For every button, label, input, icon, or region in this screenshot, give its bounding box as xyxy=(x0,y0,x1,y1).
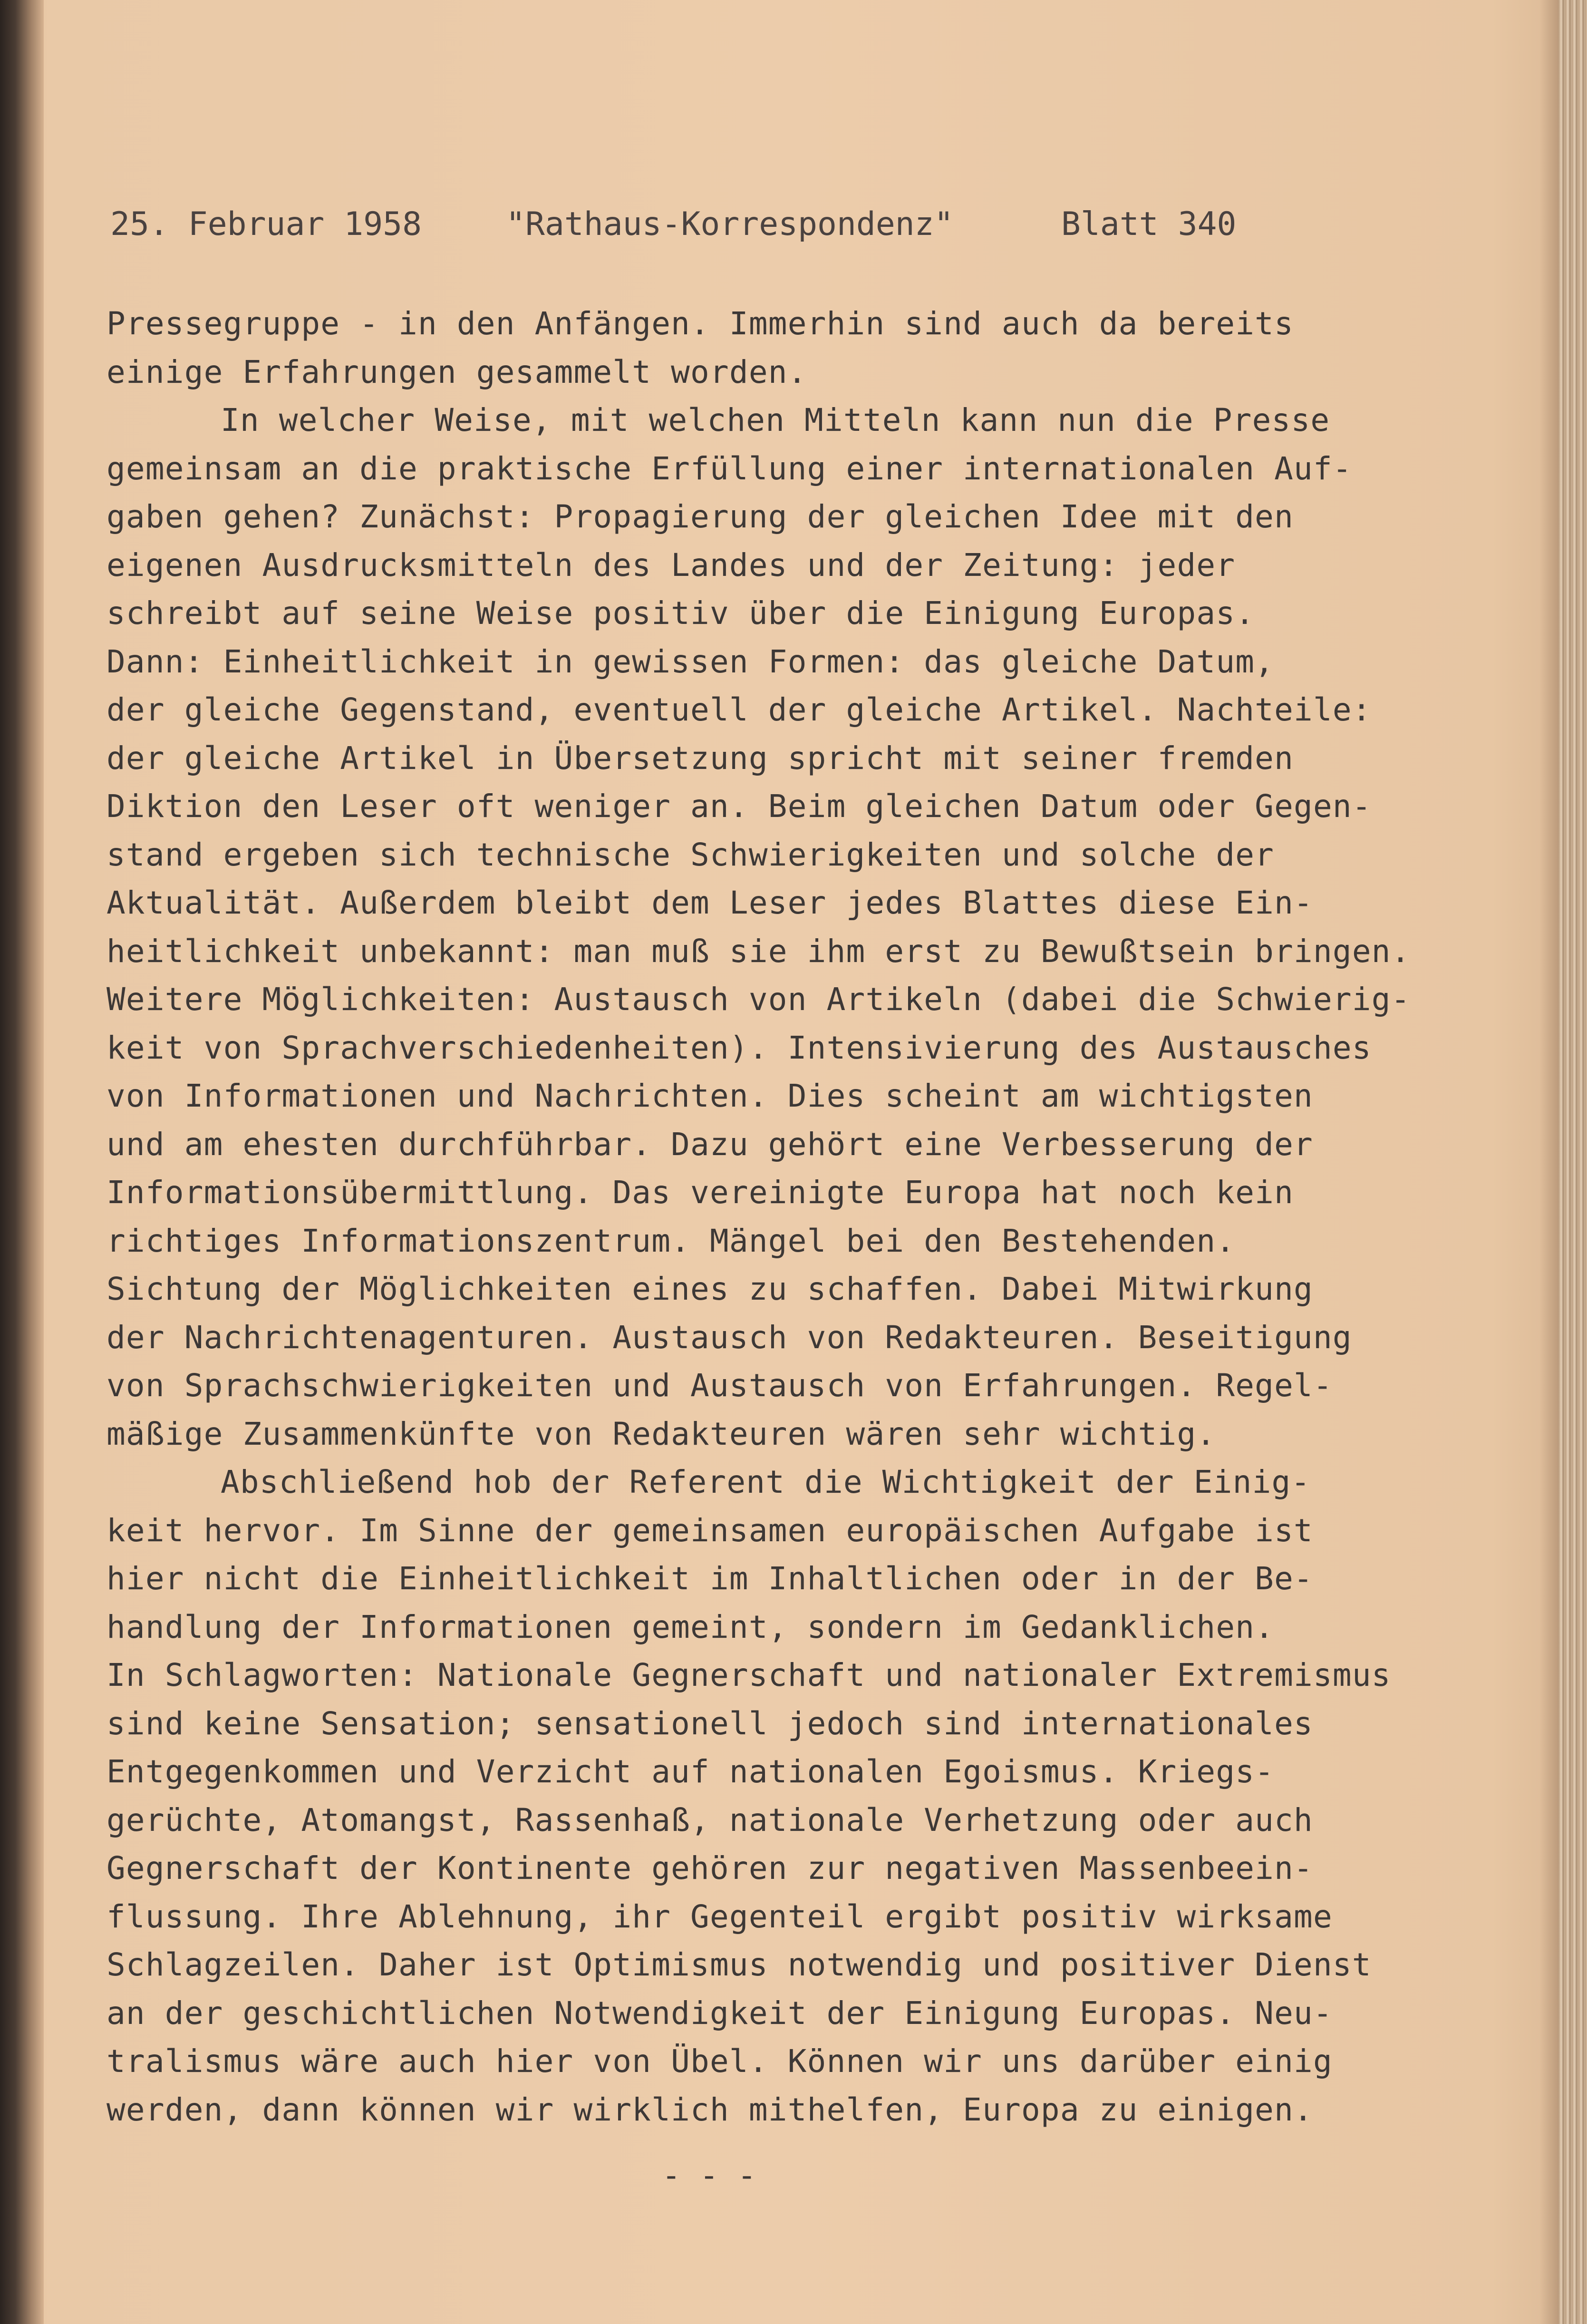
text-line: an der geschichtlichen Notwendigkeit der Einigung Europas. Neu- xyxy=(106,1994,1333,2032)
text-line: In welcher Weise, mit welchen Mitteln kann nun die Presse xyxy=(221,402,1330,438)
text-line: Aktualität. Außerdem bleibt dem Leser jedes Blattes diese Ein- xyxy=(106,885,1313,921)
header-date: 25. Februar 1958 xyxy=(110,205,422,243)
text-line: gaben gehen? Zunächst: Propagierung der gleichen Idee mit den xyxy=(106,498,1294,535)
text-line: schreibt auf seine Weise positiv über die Einigung Europas. xyxy=(106,595,1255,632)
text-line: Pressegruppe - in den Anfängen. Immerhin sind auch da bereits xyxy=(106,305,1294,342)
text-line: sind keine Sensation; sensationell jedoch sind internationales xyxy=(106,1705,1313,1742)
text-line: hier nicht die Einheitlichkeit im Inhaltlichen oder in der Be- xyxy=(106,1560,1313,1597)
page-header xyxy=(110,205,1251,243)
text-line: gemeinsam an die praktische Erfüllung einer internationalen Auf- xyxy=(106,450,1352,487)
text-line: handlung der Informationen gemeint, sondern im Gedanklichen. xyxy=(106,1608,1275,1645)
page-edge-shadow xyxy=(1539,0,1558,2324)
text-line: stand ergeben sich technische Schwierigkeiten und solche der xyxy=(106,836,1275,873)
text-line: heitlichkeit unbekannt: man muß sie ihm erst zu Bewußtsein bringen. xyxy=(106,933,1411,970)
text-line: von Informationen und Nachrichten. Dies scheint am wichtigsten xyxy=(106,1078,1313,1114)
text-line: der gleiche Artikel in Übersetzung spricht mit seiner fremden xyxy=(106,739,1294,777)
end-mark: - - - xyxy=(662,2157,756,2194)
text-line: der Nachrichtenagenturen. Austausch von Redakteuren. Beseitigung xyxy=(106,1319,1352,1356)
header-sheet-number: Blatt 340 xyxy=(1061,205,1237,243)
page-stack-edge xyxy=(1558,0,1587,2324)
text-line: Informationsübermittlung. Das vereinigte Europa hat noch kein xyxy=(106,1174,1294,1211)
text-line: Sichtung der Möglichkeiten eines zu schaffen. Dabei Mitwirkung xyxy=(106,1271,1313,1307)
text-line: von Sprachschwierigkeiten und Austausch von Erfahrungen. Regel- xyxy=(106,1367,1333,1404)
text-line: Schlagzeilen. Daher ist Optimismus notwendig und positiver Dienst xyxy=(106,1946,1372,1983)
body-text xyxy=(106,300,1447,2134)
text-line: eigenen Ausdrucksmitteln des Landes und der Zeitung: jeder xyxy=(106,546,1236,583)
text-line: keit von Sprachverschiedenheiten). Intensivierung des Austausches xyxy=(106,1029,1372,1066)
text-line: und am ehesten durchführbar. Dazu gehört eine Verbesserung der xyxy=(106,1126,1313,1163)
text-line: flussung. Ihre Ablehnung, ihr Gegenteil ergibt positiv wirksame xyxy=(106,1898,1333,1935)
book-binding-shadow xyxy=(0,0,44,2324)
text-line: einige Erfahrungen gesammelt worden. xyxy=(106,353,807,390)
text-line: Gegnerschaft der Kontinente gehören zur negativen Massenbeein- xyxy=(106,1850,1313,1886)
text-line: keit hervor. Im Sinne der gemeinsamen europäischen Aufgabe ist xyxy=(106,1512,1313,1549)
text-line: Diktion den Leser oft weniger an. Beim gleichen Datum oder Gegen- xyxy=(106,788,1372,825)
text-line: werden, dann können wir wirklich mithelfen, Europa zu einigen. xyxy=(106,2091,1313,2128)
text-line: tralismus wäre auch hier von Übel. Können wir uns darüber einig xyxy=(106,2043,1333,2080)
text-line: Dann: Einheitlichkeit in gewissen Formen: das gleiche Datum, xyxy=(106,643,1275,680)
text-line: richtiges Informationszentrum. Mängel bei den Bestehenden. xyxy=(106,1222,1236,1259)
text-line: der gleiche Gegenstand, eventuell der gleiche Artikel. Nachteile: xyxy=(106,691,1372,728)
text-line: mäßige Zusammenkünfte von Redakteuren wären sehr wichtig. xyxy=(106,1415,1216,1452)
text-line: Abschließend hob der Referent die Wichtigkeit der Einig- xyxy=(221,1464,1311,1500)
text-line: In Schlagworten: Nationale Gegnerschaft und nationaler Extremismus xyxy=(106,1657,1391,1693)
text-line: Entgegenkommen und Verzicht auf nationalen Egoismus. Kriegs- xyxy=(106,1753,1275,1790)
text-line: Weitere Möglichkeiten: Austausch von Artikeln (dabei die Schwierig- xyxy=(106,981,1411,1018)
header-source: "Rathaus-Korrespondenz" xyxy=(506,205,954,243)
text-line: gerüchte, Atomangst, Rassenhaß, nationale Verhetzung oder auch xyxy=(106,1801,1313,1838)
